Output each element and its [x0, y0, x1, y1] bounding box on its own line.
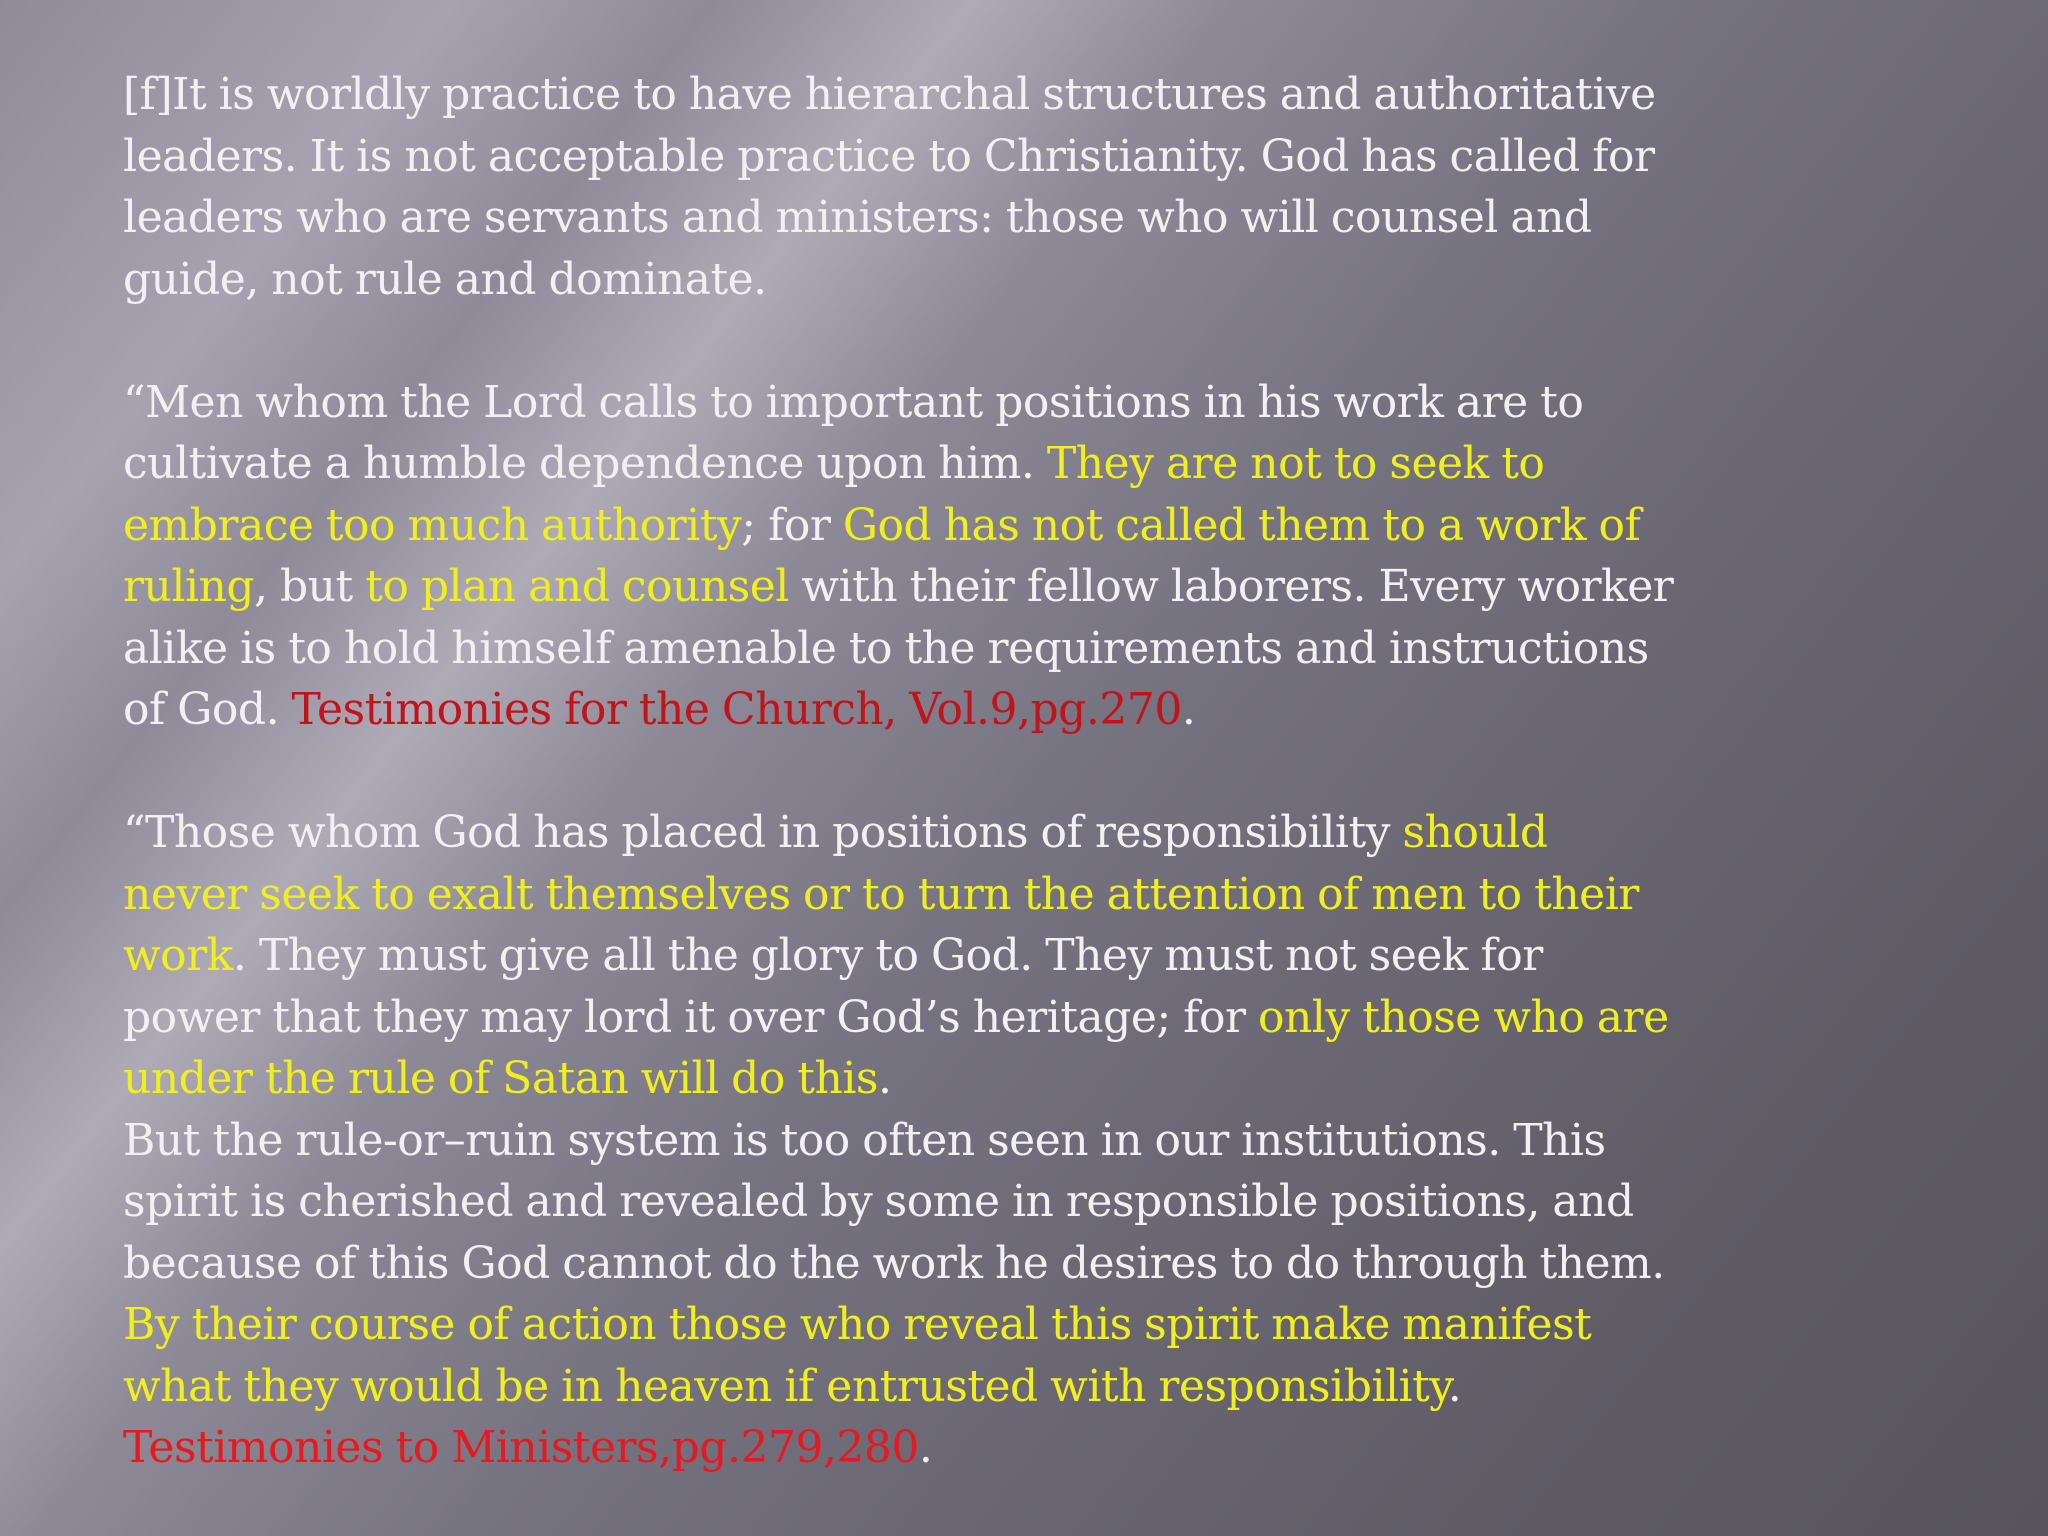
text-line: [123, 249, 1763, 311]
text-line: [123, 802, 1763, 864]
highlighted-text: By their course of action those who reveal this spirit make manifest: [123, 1299, 1592, 1350]
highlighted-text: what they would be in heaven if entrusted with responsibility: [123, 1360, 1448, 1412]
text-line: [123, 679, 1763, 741]
text-line: [123, 372, 1763, 434]
highlighted-text: work: [123, 930, 233, 981]
text-run: power that they may lord it over God’s heritage; for: [123, 991, 1258, 1043]
text-line: [123, 1171, 1763, 1233]
text-line: [123, 187, 1763, 249]
text-run: . They must give all the glory to God. They must not seek for: [232, 930, 1543, 981]
text-line: [123, 864, 1763, 926]
highlighted-text: never seek to exalt themselves or to turn the attention of men to their: [123, 868, 1639, 920]
text-run: “Those whom God has placed in positions of responsibility: [123, 807, 1403, 858]
text-line: [123, 64, 1763, 126]
text-line: [123, 618, 1763, 680]
highlighted-text: under the rule of Satan will do this: [123, 1053, 878, 1104]
text-line: [123, 495, 1763, 557]
text-run: spirit is cherished and revealed by some in responsible positions, and: [123, 1176, 1634, 1227]
highlighted-text: only those who are: [1257, 991, 1669, 1043]
text-line: [123, 556, 1763, 618]
text-line: [123, 1110, 1763, 1172]
text-run: ; for: [741, 499, 843, 551]
highlighted-text: They are not to seek to: [1046, 438, 1545, 489]
text-run: cultivate a humble dependence upon him.: [123, 438, 1047, 489]
text-run: because of this God cannot do the work he desires to do through them.: [123, 1237, 1665, 1289]
citation-text: Testimonies to Ministers,pg.279,280: [123, 1422, 919, 1473]
text-line: [123, 1356, 1763, 1418]
text-run: with their fellow laborers. Every worker: [788, 561, 1674, 612]
paragraph-gap: [123, 741, 1763, 803]
text-run: .: [1447, 1360, 1462, 1412]
text-run: [f]It is worldly practice to have hierarchal structures and authoritative: [123, 69, 1656, 120]
text-run: guide, not rule and dominate.: [123, 253, 767, 305]
paragraph-gap: [123, 310, 1763, 372]
text-line: [123, 433, 1763, 495]
highlighted-text: God has not called them to a work of: [842, 499, 1641, 551]
text-run: leaders who are servants and ministers: those who will counsel and: [123, 192, 1592, 243]
text-run: But the rule-or–ruin system is too often seen in our institutions. This: [123, 1114, 1606, 1166]
text-line: [123, 126, 1763, 188]
highlighted-text: ruling: [123, 561, 255, 612]
text-line: [123, 1417, 1763, 1479]
citation-text: Testimonies for the Church, Vol.9,pg.270: [291, 684, 1182, 735]
text-run: alike is to hold himself amenable to the requirements and instructions: [123, 622, 1649, 674]
text-run: .: [918, 1422, 933, 1473]
highlighted-text: embrace too much authority: [123, 499, 742, 551]
text-run: , but: [254, 561, 366, 612]
text-run: .: [1181, 684, 1196, 735]
text-line: [123, 1294, 1763, 1356]
text-run: .: [877, 1053, 892, 1104]
text-line: [123, 987, 1763, 1049]
text-run: of God.: [123, 684, 292, 735]
text-run: “Men whom the Lord calls to important positions in his work are to: [123, 376, 1584, 428]
text-run: leaders. It is not acceptable practice to Christianity. God has called for: [123, 130, 1655, 182]
text-line: [123, 925, 1763, 987]
highlighted-text: should: [1402, 807, 1548, 858]
slide-body-text: [123, 64, 1763, 1479]
text-line: [123, 1048, 1763, 1110]
text-line: [123, 1233, 1763, 1295]
highlighted-text: to plan and counsel: [365, 561, 789, 612]
